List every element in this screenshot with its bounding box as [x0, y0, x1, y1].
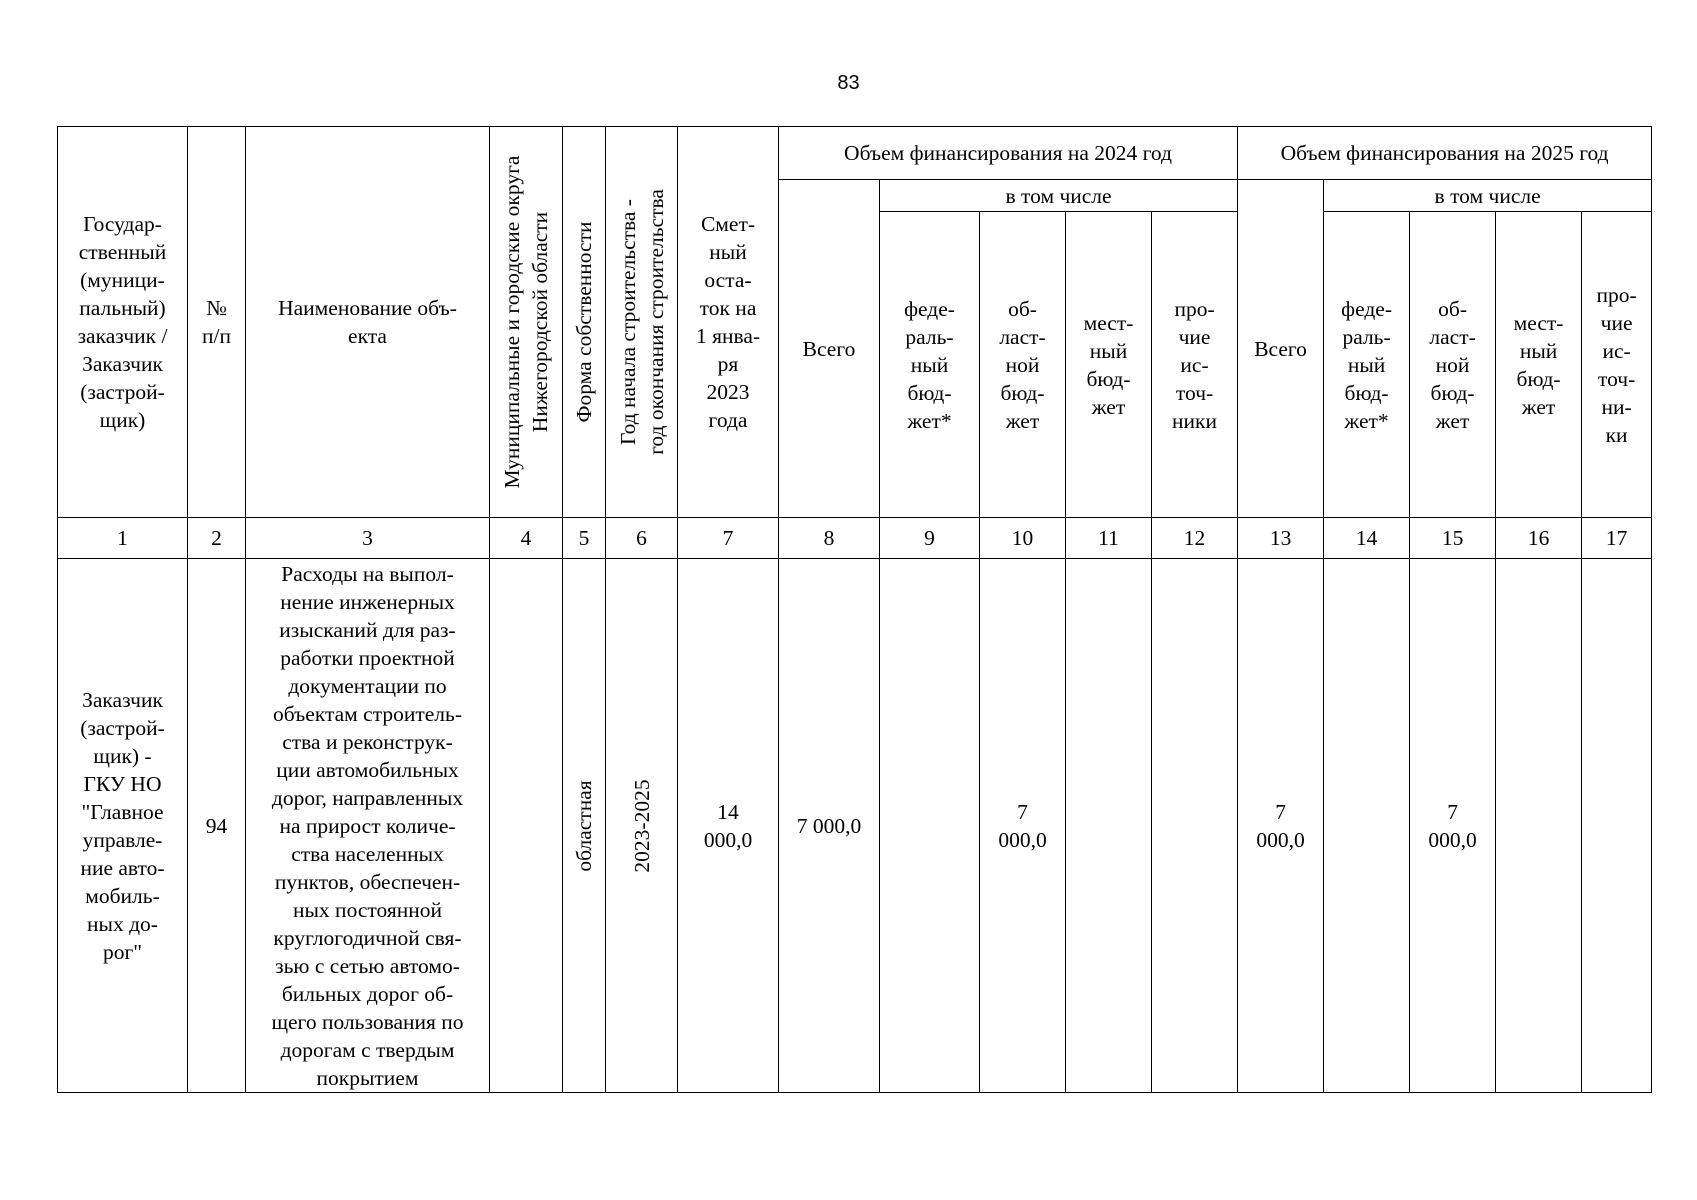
header-years: Год начала строительства - год окончания строительства	[615, 189, 668, 455]
header-group-2024: Объем финансирования на 2024 год	[779, 127, 1238, 180]
header-other-2025: про- чие ис- точ- ни- ки	[1582, 212, 1652, 518]
column-number-row	[58, 518, 1652, 559]
header-group-2025: Объем финансирования на 2025 год	[1238, 127, 1652, 180]
column-number: 2	[188, 518, 246, 559]
row-estimate-balance: 14 000,0	[678, 559, 779, 1093]
row-number: 94	[188, 559, 246, 1093]
header-customer: Государ- ственный (муници- пальный) заказчик / Заказчик (застрой- щик)	[58, 127, 188, 518]
header-total-2025: Всего	[1238, 180, 1324, 518]
header-object-name: Наименование объ- екта	[246, 127, 490, 518]
header-other-2024: про- чие ис- точ- ники	[1152, 212, 1238, 518]
column-number: 5	[563, 518, 606, 559]
row-ownership-cell	[563, 559, 606, 1093]
row-total-2024: 7 000,0	[779, 559, 880, 1093]
row-other-2025	[1582, 559, 1652, 1093]
header-including-2024: в том числе	[880, 180, 1238, 212]
row-regional-2024: 7 000,0	[980, 559, 1066, 1093]
header-federal-2025: феде- раль- ный бюд- жет*	[1324, 212, 1410, 518]
column-number: 11	[1066, 518, 1152, 559]
row-federal-2025	[1324, 559, 1410, 1093]
column-number: 13	[1238, 518, 1324, 559]
row-other-2024	[1152, 559, 1238, 1093]
column-number: 8	[779, 518, 880, 559]
row-regional-2025: 7 000,0	[1410, 559, 1496, 1093]
row-years: 2023-2025	[629, 778, 654, 873]
row-years-cell	[606, 559, 678, 1093]
column-number: 6	[606, 518, 678, 559]
financing-table	[57, 126, 1652, 1093]
table-row	[58, 559, 1652, 1093]
header-years-cell	[606, 127, 678, 518]
header-municipalities-cell	[490, 127, 563, 518]
column-number: 9	[880, 518, 980, 559]
column-number: 15	[1410, 518, 1496, 559]
header-ownership: Форма собственности	[572, 221, 596, 423]
column-number: 4	[490, 518, 563, 559]
row-ownership: областная	[572, 779, 596, 872]
page-number: 83	[837, 72, 860, 94]
header-ownership-cell	[563, 127, 606, 518]
column-number: 1	[58, 518, 188, 559]
header-including-2025: в том числе	[1324, 180, 1652, 212]
header-total-2024: Всего	[779, 180, 880, 518]
header-municipalities: Муниципальные и городские округа Нижегородской области	[500, 155, 552, 489]
column-number: 7	[678, 518, 779, 559]
header-local-2024: мест- ный бюд- жет	[1066, 212, 1152, 518]
row-federal-2024	[880, 559, 980, 1093]
row-local-2025	[1496, 559, 1582, 1093]
column-number: 14	[1324, 518, 1410, 559]
row-customer: Заказчик (застрой- щик) - ГКУ НО "Главное управле- ние авто- мобиль- ных до- рог"	[58, 559, 188, 1093]
header-estimate-balance: Смет- ный оста- ток на 1 янва- ря 2023 года	[678, 127, 779, 518]
header-federal-2024: феде- раль- ный бюд- жет*	[880, 212, 980, 518]
column-number: 3	[246, 518, 490, 559]
header-local-2025: мест- ный бюд- жет	[1496, 212, 1582, 518]
header-regional-2025: об- ласт- ной бюд- жет	[1410, 212, 1496, 518]
column-number: 12	[1152, 518, 1238, 559]
row-object-name: Расходы на выпол- нение инженерных изысканий для раз- работки проектной документации по объектам строитель- ства и реконструк- ции автомобильных дорог, направленных на прирост количе- ства населенных пунктов, обеспечен- ных постоянной круглогодичной свя- зью с сетью автомо- бильных дорог об- щего пользования по дорогам с твердым покрытием	[246, 559, 490, 1093]
row-municipality	[490, 559, 563, 1093]
column-number: 17	[1582, 518, 1652, 559]
column-number: 10	[980, 518, 1066, 559]
row-total-2025: 7 000,0	[1238, 559, 1324, 1093]
header-number: № п/п	[188, 127, 246, 518]
header-regional-2024: об- ласт- ной бюд- жет	[980, 212, 1066, 518]
row-local-2024	[1066, 559, 1152, 1093]
column-number: 16	[1496, 518, 1582, 559]
